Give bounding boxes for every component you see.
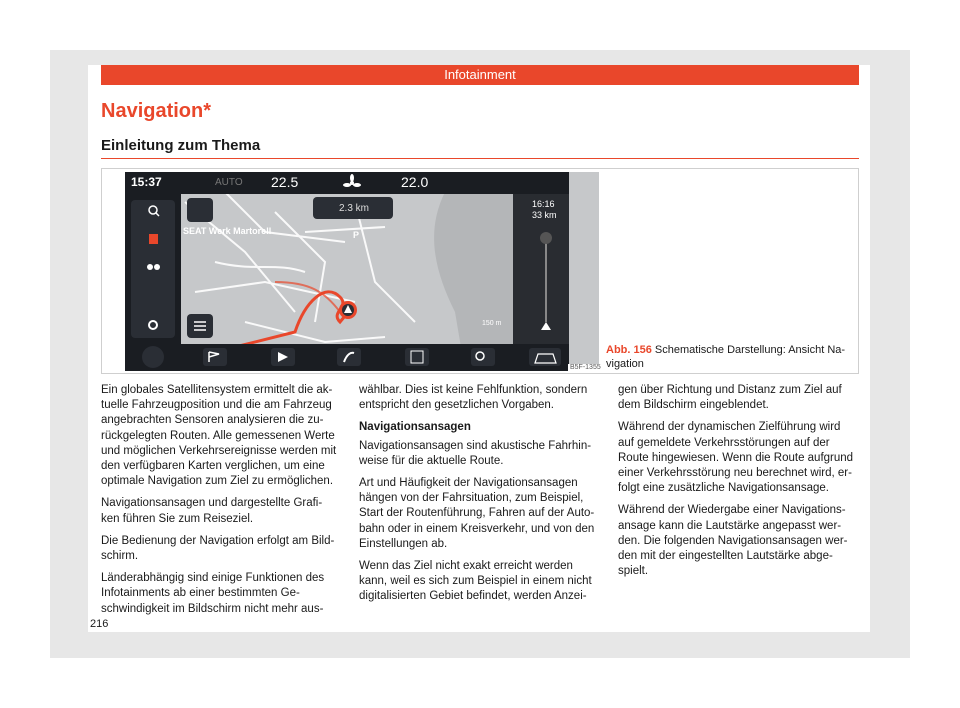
- screen-time: 15:37: [131, 175, 162, 189]
- paragraph: Wenn das Ziel nicht exakt erreicht werden kann, weil es sich zum Beispiel in einem nicht digitalisierten Gebiet befindet, werden Anzei-: [359, 560, 592, 603]
- next-maneuver-distance: 2.3 km: [339, 203, 370, 214]
- text-column-1: [101, 383, 339, 624]
- paragraph: gen über Richtung und Distanz zum Ziel auf dem Bildschirm eingeblendet.: [618, 384, 842, 412]
- map-scale: 150 m: [482, 320, 502, 327]
- paragraph: Navigationsansagen sind akustische Fahrhin-weise für die aktuelle Route.: [359, 439, 592, 467]
- paragraph: Navigationsansagen und dargestellte Grafi-ken führen Sie zum Reiseziel.: [101, 497, 323, 525]
- paragraph: wählbar. Dies ist keine Fehlfunktion, sondern entspricht den gesetzlichen Vorgaben.: [359, 384, 588, 412]
- paragraph: Ein globales Satellitensystem ermittelt die ak-tuelle Fahrzeugposition und die am Fahrzeug angebrachten Sensoren analysieren die zu-rückgelegten Routen. Alle gemessenen Werte und möglichen Verkehrsereignisse werden mit den verfügbaren Karten verglichen, um eine optimale Navigation zum Ziel zu ermöglichen.: [101, 384, 337, 488]
- paragraph: Während der dynamischen Zielführung wird auf gemeldete Verkehrsstörungen auf der Route hingewiesen. Wenn die Route aufgrund einer Verkehrsstörung neu berechnet wird, er-folgt eine zusätzliche Navigationsansage.: [618, 421, 854, 495]
- temperature-right: 22.0: [401, 174, 429, 190]
- parking-label: P: [353, 230, 360, 240]
- title-rule: [101, 158, 859, 159]
- figure-label: Abb. 156: [606, 344, 652, 356]
- page-subtitle: Einleitung zum Thema: [101, 137, 261, 154]
- figure-caption: [606, 343, 858, 371]
- climate-mode: AUTO: [215, 177, 243, 188]
- figure-code: B5F-1355: [570, 364, 601, 371]
- text-column-3: [618, 383, 856, 586]
- page-number: 216: [90, 618, 109, 630]
- eta-distance: 33 km: [532, 210, 557, 220]
- paragraph: Während der Wiedergabe einer Navigations-ansage kann die Lautstärke angepasst wer-den. Die folgenden Navigationsansagen wer-den mit der eingestellten Lautstärke abge-spielt.: [618, 504, 848, 578]
- figure-caption-text: Schematische Darstellung: Ansicht Na-vigation: [606, 344, 846, 370]
- paragraph: Art und Häufigkeit der Navigationsansagen hängen von der Fahrsituation, zum Beispiel, Start der Routenführung, Fahren auf der Auto-bahn oder in einem Kreisverkehr, und von den Einstellungen ab.: [359, 477, 595, 550]
- text-column-2: [359, 383, 597, 612]
- temperature-left: 22.5: [271, 174, 299, 190]
- navigation-screenshot: [125, 172, 599, 371]
- section-heading: Navigationsansagen: [359, 421, 471, 434]
- paragraph: Die Bedienung der Navigation erfolgt am Bild-schirm.: [101, 534, 335, 563]
- paragraph: Länderabhängig sind einige Funktionen des Infotainments ab einer bestimmten Ge-schwindigkeit im Bildschirm nicht mehr aus-: [101, 572, 325, 615]
- page-title: Navigation*: [101, 100, 212, 122]
- place-label: SEAT Werk Martorell: [183, 226, 272, 236]
- eta-time: 16:16: [532, 199, 555, 209]
- section-header: Infotainment: [101, 65, 859, 85]
